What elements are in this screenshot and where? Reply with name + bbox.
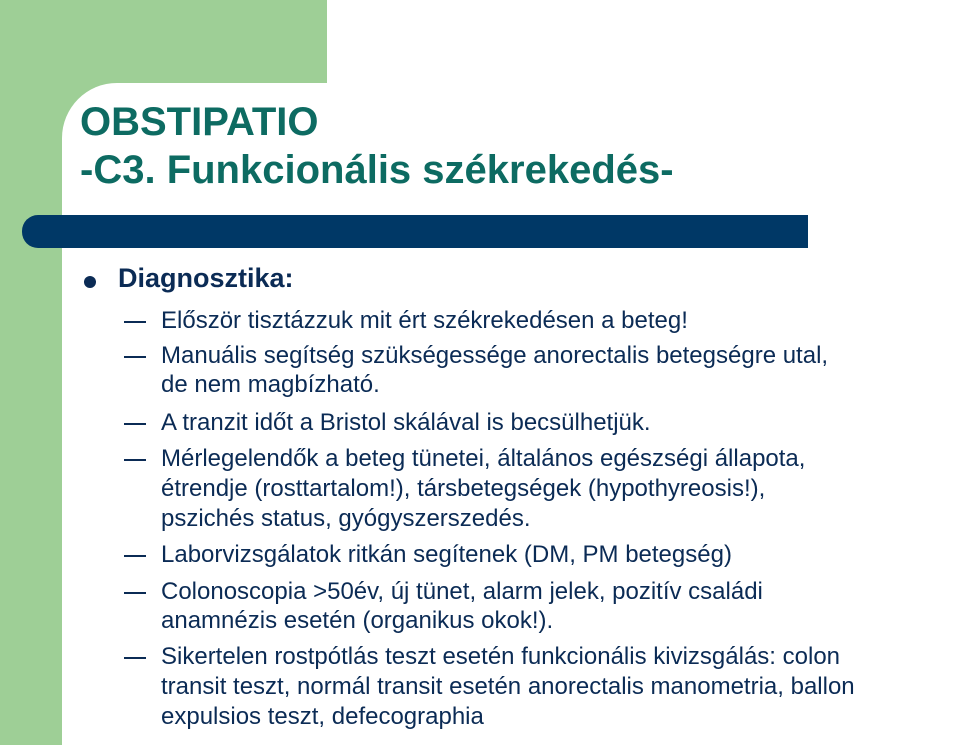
dash-bullet-icon [124,555,146,557]
section-heading: Diagnosztika: [118,263,294,293]
list-item-line: anamnézis esetén (organikus okok!). [161,607,554,634]
list-item-line: Manuális segítség szükségessége anorectalis betegségre utal, [161,342,829,369]
list-item-line: pszichés status, gyógyszerszedés. [161,505,531,532]
dash-bullet-icon [124,423,146,425]
title-divider-bar [22,215,808,248]
subtitle-text: C3. Funkcionális székrekedés- [93,148,674,192]
bullet-dot-icon [84,276,96,288]
dash-bullet-icon [124,356,146,358]
list-item-line: Laborvizsgálatok ritkán segítenek (DM, PM betegség) [161,541,732,568]
list-item-line: Mérlegelendők a beteg tünetei, általános egészségi állapota, [161,445,806,472]
dash-bullet-icon [124,459,146,461]
slide-title: OBSTIPATIO [80,100,319,144]
dash-bullet-icon [124,592,146,594]
list-item-line: Először tisztázzuk mit ért székrekedésen a beteg! [161,307,688,334]
list-item-line: étrendje (rosttartalom!), társbetegségek (hypothyreosis!), [161,475,766,502]
list-item-line: Sikertelen rostpótlás teszt esetén funkcionális kivizsgálás: colon [161,643,841,670]
dash-bullet-icon [124,321,146,323]
list-item-line: de nem magbízható. [161,371,380,398]
subtitle-dash: - [80,148,94,192]
list-item-line: transit teszt, normál transit esetén anorectalis manometria, ballon [161,673,855,700]
list-item-line: Colonoscopia >50év, új tünet, alarm jelek, pozitív családi [161,578,763,605]
dash-bullet-icon [124,657,146,659]
list-item-line: expulsios teszt, defecographia [161,703,484,730]
slide-subtitle [80,148,674,192]
list-item-line: A tranzit időt a Bristol skálával is becsülhetjük. [161,409,651,436]
